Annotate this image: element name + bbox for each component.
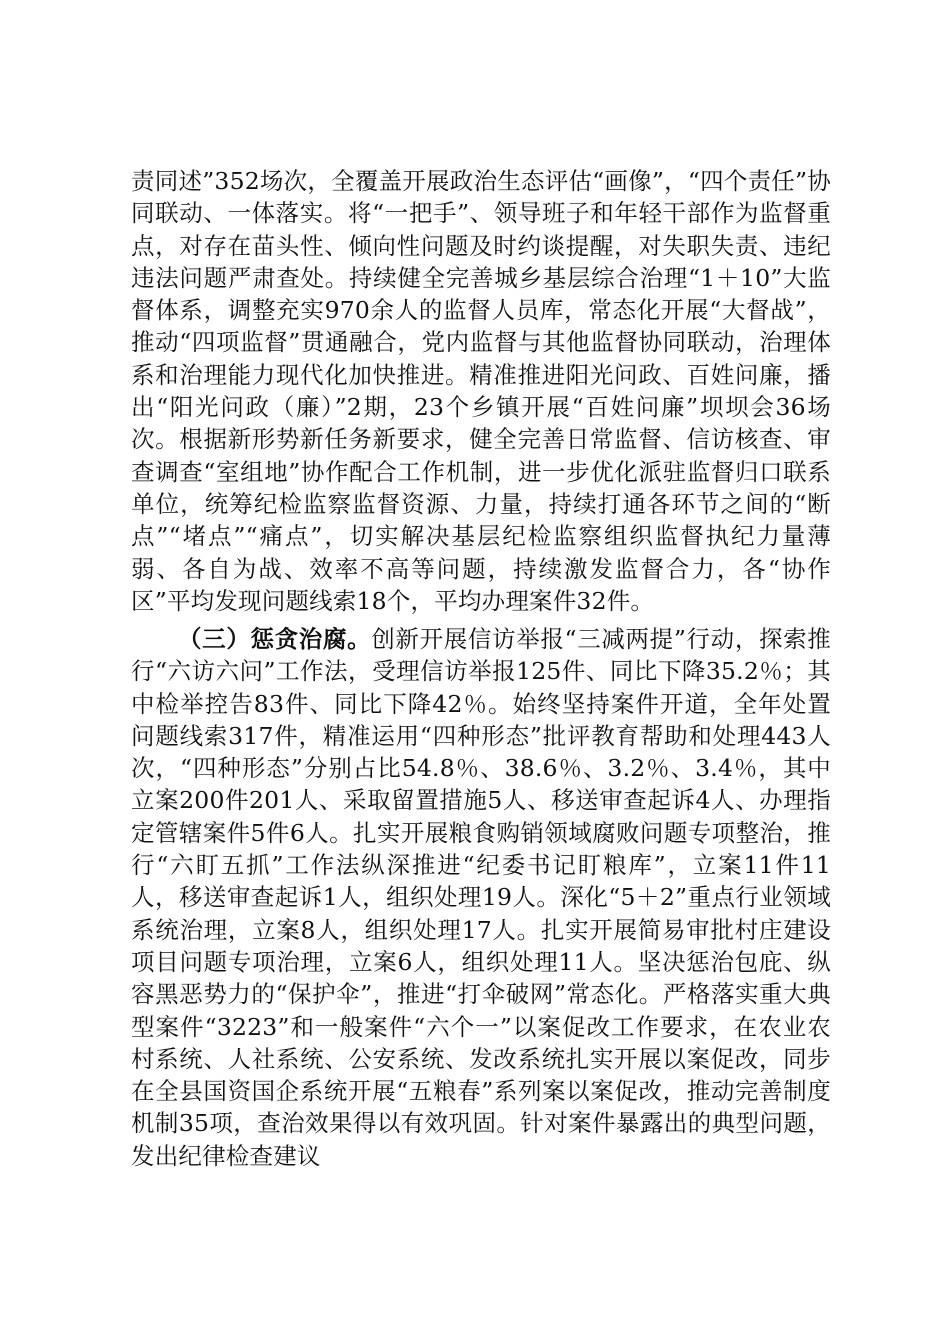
paragraph-text: 创新开展信访举报“三减两提”行动，探索推行“六访六问”工作法，受理信访举报125件、同比下降35.2％；其中检举控告83件、同比下降42％。始终坚持案件开道，全年处置问题线索317件，精准运用“四种形态”批评教育帮助和处理443人次，“四种形态”分别占比54.8％、38.6％、3.2％、3.4％，其中立案200件201人、采取留置措施5人、移送审查起诉4人、办理指定管辖案件5件6人。扎实开展粮食购销领域腐败问题专项整治，推行“六盯五抓”工作法纵深推进“纪委书记盯粮库”，立案11件11人，移送审查起诉1人，组织处理19人。深化“5＋2”重点行业领域系统治理，立案8人，组织处理17人。扎实开展简易审批村庄建设项目问题专项治理，立案6人，组织处理11人。坚决惩治包庇、纵容黑恶势力的“保护伞”，推进“打伞破网”常态化。严格落实重大典型案件“3223”和一般案件“六个一”以案促改工作要求，在农业农村系统、人社系统、公安系统、发改系统扎实开展以案促改，同步在全县国资国企系统开展“五粮春”系列案以案促改，推动完善制度机制35项，查治效果得以有效巩固。针对案件暴露出的典型问题，发出纪律检查建议 — [131, 625, 831, 1170]
paragraph-text: 责同述”352场次，全覆盖开展政治生态评估“画像”，“四个责任”协同联动、一体落实。将“一把手”、领导班子和年轻干部作为监督重点，对存在苗头性、倾向性问题及时约谈提醒，对失职失责、违纪违法问题严肃查处。持续健全完善城乡基层综合治理“1＋10”大监督体系，调整充实970余人的监督人员库，常态化开展“大督战”，推动“四项监督”贯通融合，党内监督与其他监督协同联动，治理体系和治理能力现代化加快推进。精准推进阳光问政、百姓问廉，播出“阳光问政（廉）”2期，23个乡镇开展“百姓问廉”坝坝会36场次。根据新形势新任务新要求，健全完善日常监督、信访核查、审查调查“室组地”协作配合工作机制，进一步优化派驻监督归口联系单位，统筹纪检监察监督资源、力量，持续打通各环节之间的“断点”“堵点”“痛点”，切实解决基层纪检监察组织监督执纪力量薄弱、各自为战、效率不高等问题，持续激发监督合力，各“协作区”平均发现问题线索18个，平均办理案件32件。 — [131, 167, 831, 615]
paragraph-anti-corruption — [131, 623, 831, 1172]
section-heading: （三）惩贪治腐。 — [178, 625, 372, 653]
paragraph-supervision — [131, 165, 831, 617]
